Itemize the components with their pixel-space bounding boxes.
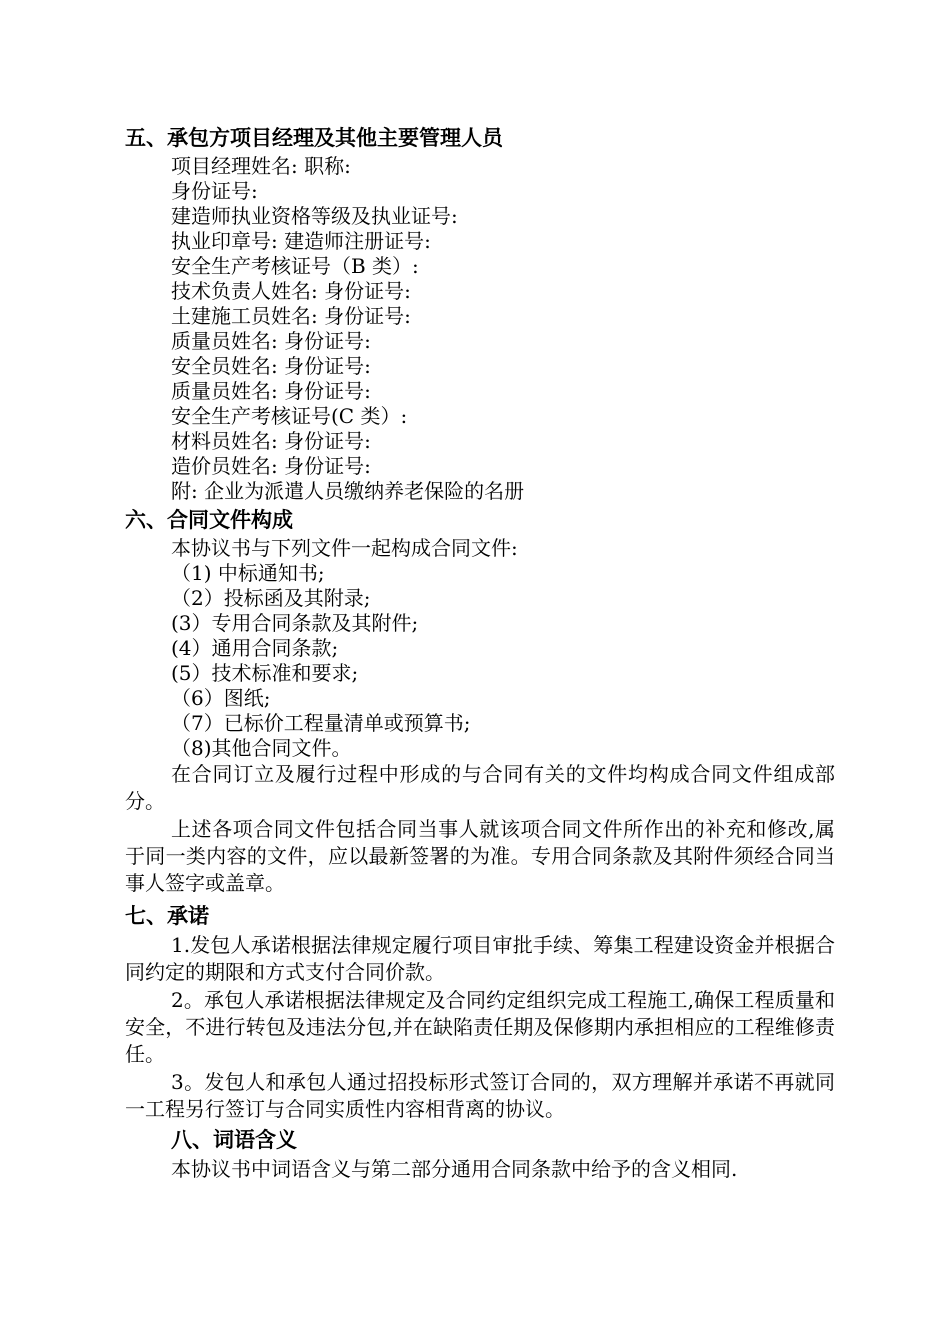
section7-paragraph-1: 1.发包人承诺根据法律规定履行项目审批手续、筹集工程建设资金并根据合同约定的期限和方式支付合同价款。 <box>125 933 835 984</box>
section8-paragraph-1: 本协议书中词语含义与第二部分通用合同条款中给予的含义相同. <box>171 1157 738 1181</box>
section6-heading: 六、合同文件构成 <box>125 508 293 532</box>
safety-cert-b-line: 安全生产考核证号（B 类）: <box>171 254 419 278</box>
pm-id-line: 身份证号: <box>171 179 258 203</box>
section5-heading: 五、承包方项目经理及其他主要管理人员 <box>125 126 503 150</box>
seal-number-line: 执业印章号: 建造师注册证号: <box>171 229 431 253</box>
contract-doc-item: （2）投标函及其附录; <box>171 586 371 610</box>
contract-doc-item: (4）通用合同条款; <box>171 636 339 660</box>
civil-worker-line: 土建施工员姓名: 身份证号: <box>171 304 411 328</box>
safety-cert-c-line: 安全生产考核证号(C 类）: <box>171 404 408 428</box>
constructor-qualification-line: 建造师执业资格等级及执业证号: <box>171 204 458 228</box>
contract-doc-item: (5）技术标准和要求; <box>171 661 359 685</box>
contract-doc-item: (3）专用合同条款及其附件; <box>171 611 419 635</box>
section5-list <box>125 154 835 504</box>
section7-paragraph-2: 2。承包人承诺根据法律规定及合同约定组织完成工程施工,确保工程质量和安全，不进行转包及违法分包,并在缺陷责任期及保修期内承担相应的工程维修责任。 <box>125 988 835 1066</box>
section6-intro: 本协议书与下列文件一起构成合同文件: <box>171 536 518 560</box>
section6-paragraph-2: 上述各项合同文件包括合同当事人就该项合同文件所作出的补充和修改,属于同一类内容的文件，应以最新签署的为准。专用合同条款及其附件须经合同当事人签字或盖章。 <box>125 817 835 895</box>
contract-doc-item: （6）图纸; <box>171 686 271 710</box>
tech-lead-line: 技术负责人姓名: 身份证号: <box>171 279 411 303</box>
cost-officer-line: 造价员姓名: 身份证号: <box>171 454 371 478</box>
quality-officer-line-2: 质量员姓名: 身份证号: <box>171 379 371 403</box>
section6-paragraph-1: 在合同订立及履行过程中形成的与合同有关的文件均构成合同文件组成部分。 <box>125 762 835 813</box>
section7-heading: 七、承诺 <box>125 904 209 928</box>
material-officer-line: 材料员姓名: 身份证号: <box>171 429 371 453</box>
contract-doc-item: （8)其他合同文件。 <box>171 736 352 760</box>
section7-paragraph-3: 3。发包人和承包人通过招投标形式签订合同的，双方理解并承诺不再就同一工程另行签订与合同实质性内容相背离的协议。 <box>125 1070 835 1121</box>
section8-heading: 八、词语含义 <box>171 1128 297 1152</box>
section6-list <box>125 536 835 761</box>
pm-name-line: 项目经理姓名: 职称: <box>171 154 351 178</box>
quality-officer-line: 质量员姓名: 身份证号: <box>171 329 371 353</box>
safety-officer-line: 安全员姓名: 身份证号: <box>171 354 371 378</box>
appendix-line: 附: 企业为派遣人员缴纳养老保险的名册 <box>171 479 525 503</box>
document-body <box>125 122 835 1184</box>
contract-doc-item: （7）已标价工程量清单或预算书; <box>171 711 471 735</box>
contract-doc-item: （1) 中标通知书; <box>171 561 325 585</box>
